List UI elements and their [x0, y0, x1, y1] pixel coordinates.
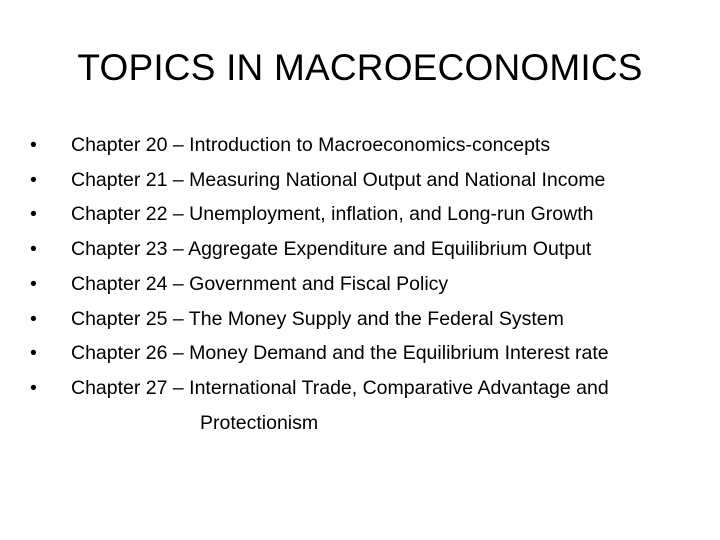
bullet-icon: • [30, 168, 37, 191]
topic-text: Chapter 20 – Introduction to Macroeconomics-concepts [71, 134, 551, 156]
topic-text: Chapter 21 – Measuring National Output and National Income [71, 168, 606, 191]
topic-list [30, 128, 710, 440]
topic-item-chapter-26 [30, 336, 710, 371]
slide-title: TOPICS IN MACROECONOMICS [77, 47, 643, 88]
topic-text: Chapter 27 – International Trade, Comparative Advantage and [71, 376, 609, 399]
topic-item-chapter-23 [30, 232, 710, 267]
bullet-icon: • [30, 376, 37, 399]
bullet-icon: • [30, 342, 37, 365]
topic-item-chapter-22 [30, 197, 710, 232]
topic-text: Chapter 24 – Government and Fiscal Policy [71, 272, 449, 295]
topic-text: Chapter 26 – Money Demand and the Equilibrium Interest rate [71, 342, 609, 365]
topic-item-chapter-24 [30, 267, 710, 302]
topic-text-continuation: Protectionism [200, 411, 319, 434]
topic-text: Chapter 23 – Aggregate Expenditure and Equilibrium Output [71, 238, 592, 261]
topic-item-chapter-20 [30, 128, 710, 163]
bullet-icon: • [30, 272, 37, 295]
bullet-icon: • [30, 203, 37, 226]
topic-item-chapter-21 [30, 163, 710, 198]
topic-item-chapter-27 [30, 371, 710, 440]
bullet-icon: • [30, 307, 37, 330]
topic-item-chapter-25 [30, 302, 710, 337]
topic-text: Chapter 25 – The Money Supply and the Federal System [71, 307, 564, 330]
topic-text: Chapter 22 – Unemployment, inflation, and Long-run Growth [71, 203, 594, 226]
bullet-icon: • [30, 134, 37, 156]
bullet-icon: • [30, 238, 37, 261]
